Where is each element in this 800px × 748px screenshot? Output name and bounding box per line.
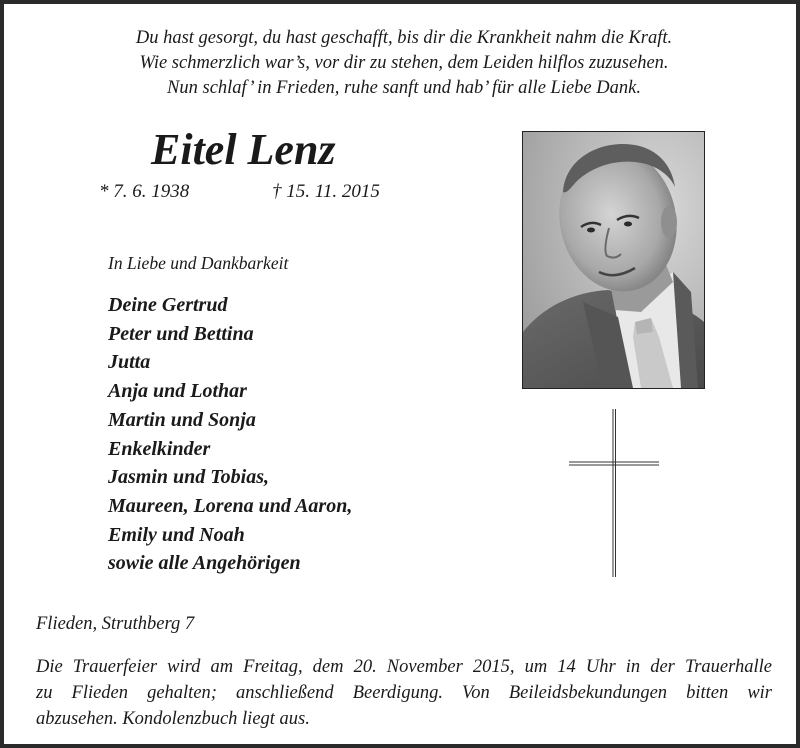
ceremony-line: Die Trauerfeier wird am Freitag, dem 20. November 2015, um 14 Uhr in der Trauerhalle <box>36 657 772 677</box>
poem <box>24 26 784 101</box>
cross-icon <box>569 409 661 581</box>
birth-date: * 7. 6. 1938 <box>99 181 190 202</box>
mourner: Anja und Lothar <box>108 380 247 403</box>
mourners-list <box>108 291 352 578</box>
mourner: Jasmin und Tobias, <box>108 466 269 489</box>
mourner: Jutta <box>108 351 151 374</box>
mourner: sowie alle Angehörigen <box>108 552 301 575</box>
poem-line: Nun schlaf’ in Frieden, ruhe sanft und hab’ für alle Liebe Dank. <box>167 78 641 98</box>
mourner: Enkelkinder <box>108 437 211 460</box>
poem-line: Du hast gesorgt, du hast geschafft, bis dir die Krankheit nahm die Kraft. <box>135 28 673 48</box>
mourner: Emily und Noah <box>108 523 245 546</box>
portrait-image <box>523 132 704 388</box>
portrait-photo <box>522 131 705 389</box>
mourner: Martin und Sonja <box>108 408 256 431</box>
address: Flieden, Struthberg 7 <box>36 614 195 634</box>
poem-line: Wie schmerzlich war’s, vor dir zu stehen, dem Leiden hilflos zuzusehen. <box>139 53 669 73</box>
ceremony-notice <box>36 654 772 732</box>
ceremony-line: zu Flieden gehalten; anschließend Beerdigung. Von Beileidsbekundungen bitten wir <box>36 683 772 703</box>
mourner: Peter und Bettina <box>108 322 254 345</box>
death-date: † 15. 11. 2015 <box>272 181 380 202</box>
dedication: In Liebe und Dankbarkeit <box>108 253 289 273</box>
deceased-name: Eitel Lenz <box>151 125 336 174</box>
mourner: Deine Gertrud <box>108 294 228 316</box>
ceremony-line: abzusehen. Kondolenzbuch liegt aus. <box>36 709 310 729</box>
mourner: Maureen, Lorena und Aaron, <box>108 494 353 517</box>
